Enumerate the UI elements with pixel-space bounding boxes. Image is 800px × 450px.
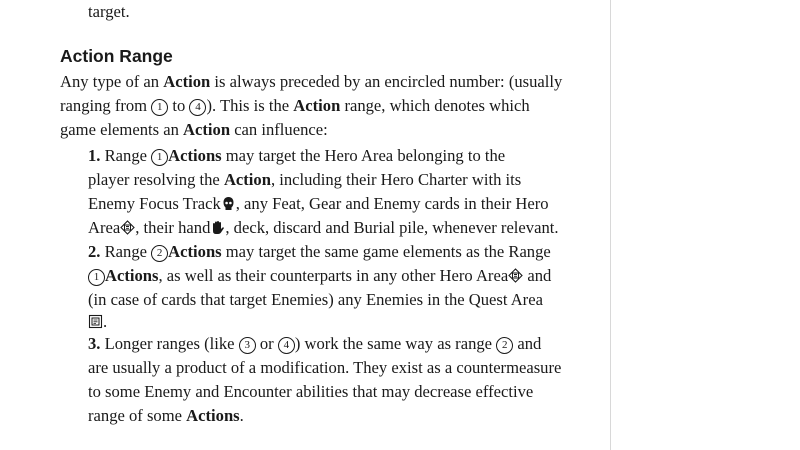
list-item-1-line-4: Area , their hand , deck, discard and Burial pile, whenever relevant. — [88, 218, 559, 237]
hero-area-icon — [508, 268, 523, 283]
hero-area-icon — [120, 220, 135, 235]
enemy-focus-track-icon — [221, 196, 236, 211]
circled-number-icon: 2 — [496, 337, 513, 354]
hand-icon — [210, 220, 225, 235]
section-title-action-range: Action Range — [60, 46, 173, 66]
list-item-3-line-3: to some Enemy and Encounter abilities that may decrease effective — [88, 382, 534, 401]
list-item-3-line-4: range of some Actions. — [88, 406, 244, 425]
circled-number-icon: 1 — [151, 149, 168, 166]
list-item-2-line-1: 2. Range 2 Actions may target the same game elements as the Range — [88, 242, 551, 261]
list-item-3-line-2: are usually a product of a modification. They exist as a countermeasure — [88, 358, 562, 377]
list-item-1-line-1: 1. Range 1 Actions may target the Hero Area belonging to the — [88, 146, 506, 165]
top-fragment: target. — [88, 2, 130, 21]
quest-area-icon — [88, 314, 103, 329]
intro-line-2: ranging from 1 to 4 ). This is the Action range, which denotes which — [60, 96, 530, 115]
column-divider — [610, 0, 611, 450]
list-item-1-line-2: player resolving the Action, including their Hero Charter with its — [88, 170, 522, 189]
list-item-2-line-3: (in case of cards that target Enemies) any Enemies in the Quest Area — [88, 290, 543, 309]
list-item-2-line-2: 1 Actions, as well as their counterparts in any other Hero Area and — [88, 265, 551, 287]
list-item-2-line-4: . — [88, 311, 107, 333]
intro-line-3: game elements an Action can influence: — [60, 120, 328, 139]
circled-number-icon: 2 — [151, 245, 168, 262]
intro-line-1: Any type of an Action is always preceded by an encircled number: (usually — [60, 72, 563, 91]
circled-number-icon: 1 — [88, 269, 105, 286]
list-item-1-line-3: Enemy Focus Track , any Feat, Gear and Enemy cards in their Hero — [88, 194, 549, 213]
circled-number-icon: 4 — [189, 99, 206, 116]
circled-number-icon: 1 — [151, 99, 168, 116]
circled-number-icon: 3 — [239, 337, 256, 354]
list-item-3-line-1: 3. Longer ranges (like 3 or 4 ) work the same way as range 2 and — [88, 334, 542, 353]
circled-number-icon: 4 — [278, 337, 295, 354]
